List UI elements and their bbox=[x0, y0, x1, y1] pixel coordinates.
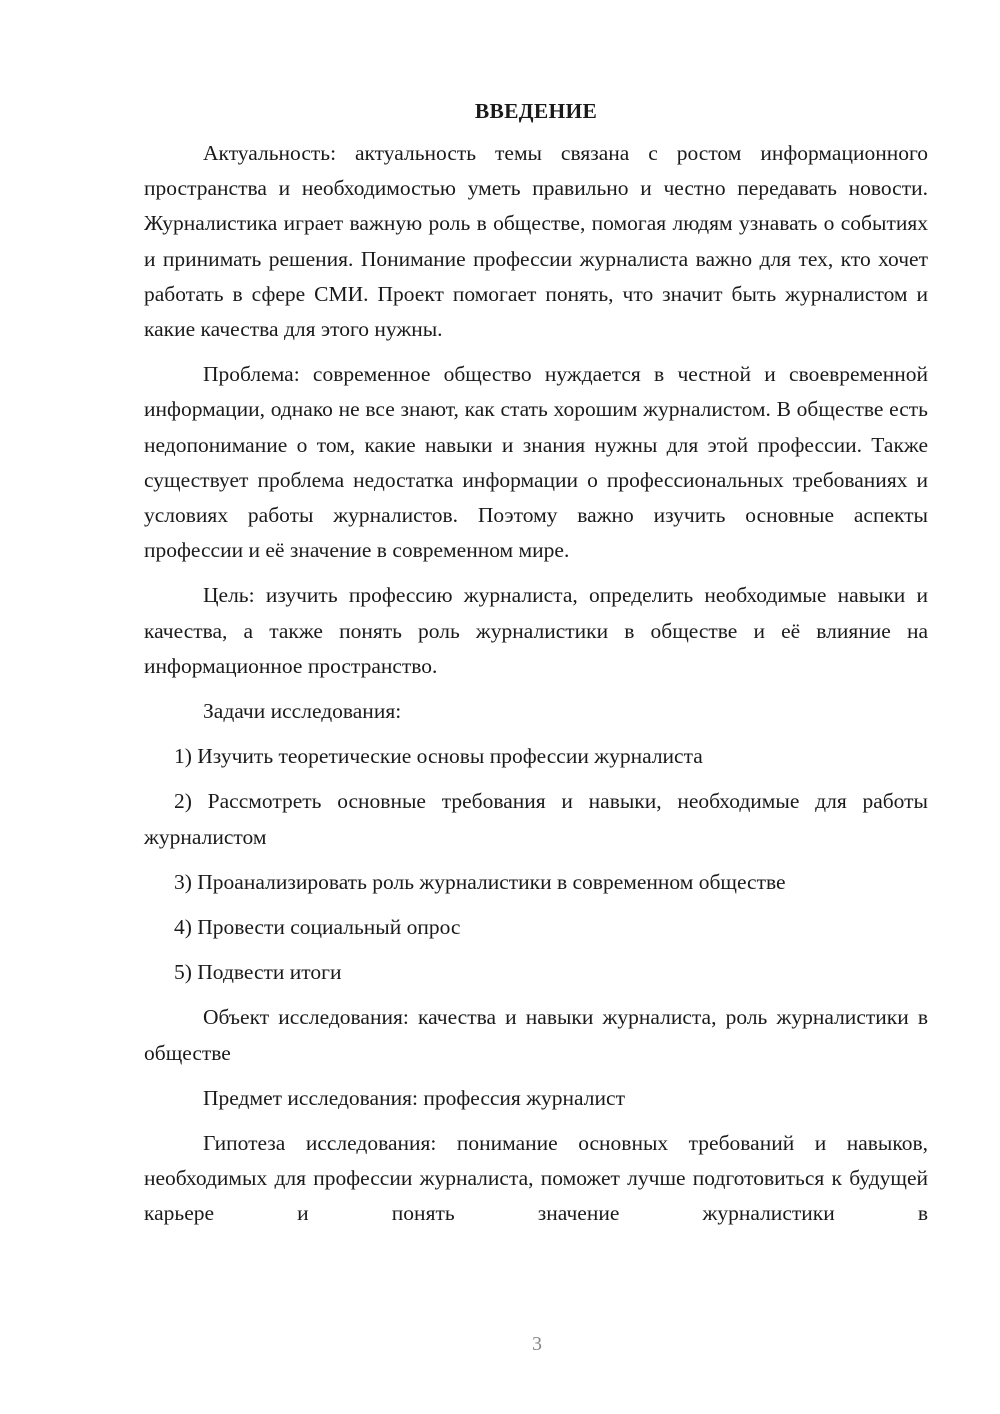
list-item: 2) Рассмотреть основные требования и навыки, необходимые для работы журналистом bbox=[144, 789, 928, 849]
list-item: 1) Изучить теоретические основы профессии журналиста bbox=[174, 744, 703, 769]
paragraph-subject: Предмет исследования: профессия журналист bbox=[203, 1085, 625, 1110]
paragraph-object: Объект исследования: качества и навыки журналиста, роль журналистики в обществе bbox=[144, 1005, 928, 1065]
section-title: ВВЕДЕНИЕ bbox=[474, 99, 598, 123]
paragraph-goal: Цель: изучить профессию журналиста, определить необходимые навыки и качества, а также понять роль журналистики в обществе и её влияние на информационное пространство. bbox=[144, 583, 928, 678]
tasks-heading: Задачи исследования: bbox=[203, 699, 402, 724]
list-item: 4) Провести социальный опрос bbox=[174, 915, 461, 940]
page-number: 3 bbox=[532, 1333, 542, 1355]
paragraph-problem: Проблема: современное общество нуждается в честной и своевременной информации, однако не все знают, как стать хорошим журналистом. В обществе есть недопонимание о том, какие навыки и знания нужны для этой профессии. Также существует проблема недостатка информации о профессиональных требованиях и условиях работы журналистов. Поэтому важно изучить основные аспекты профессии и её значение в современном мире. bbox=[144, 362, 928, 563]
tasks-list bbox=[144, 739, 928, 990]
paragraph-relevance: Актуальность: актуальность темы связана с ростом информационного пространства и необходимостью уметь правильно и честно передавать новости. Журналистика играет важную роль в обществе, помогая людям узнавать о событиях и принимать решения. Понимание профессии журналиста важно для тех, кто хочет работать в сфере СМИ. Проект помогает понять, что значит быть журналистом и какие качества для этого нужны. bbox=[144, 141, 928, 342]
list-item: 5) Подвести итоги bbox=[174, 960, 342, 985]
document-page bbox=[144, 96, 928, 1242]
paragraph-hypothesis: Гипотеза исследования: понимание основных требований и навыков, необходимых для профессии журналиста, поможет лучше подготовиться к будущей карьере и понять значение журналистики в bbox=[144, 1131, 928, 1226]
list-item: 3) Проанализировать роль журналистики в современном обществе bbox=[174, 869, 786, 894]
